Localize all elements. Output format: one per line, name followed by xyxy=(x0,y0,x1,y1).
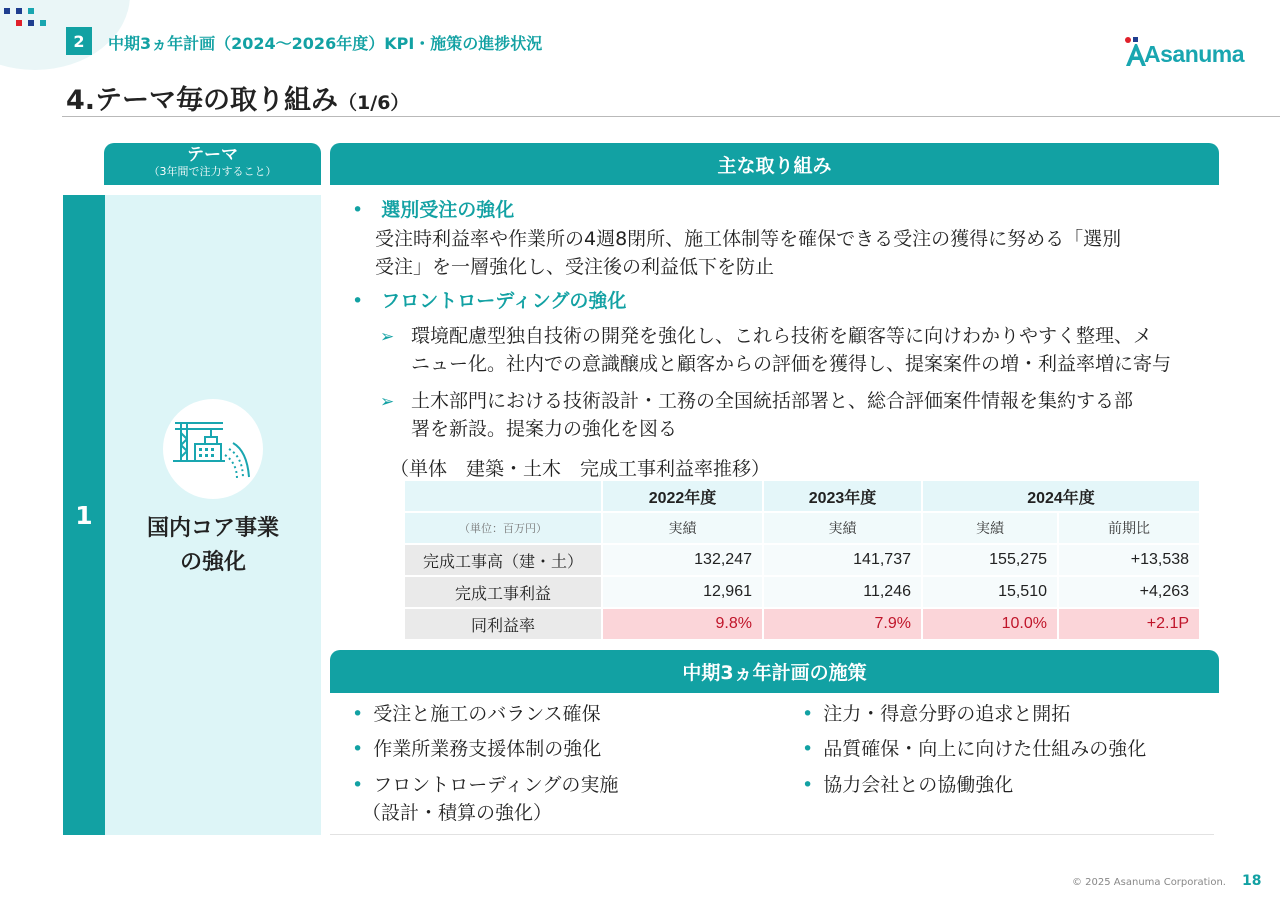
mid-plan-left-item xyxy=(352,771,618,799)
table-row-highlight xyxy=(404,608,1200,640)
table-cell: 9.8% xyxy=(602,608,763,640)
bullet-icon: • xyxy=(352,774,364,796)
year-header: 2024年度 xyxy=(922,480,1200,512)
page-number: 18 xyxy=(1242,873,1262,889)
initiative-1-title: 選別受注の強化 xyxy=(381,199,515,221)
bullet-icon: • xyxy=(352,290,364,312)
subitem-2-line2: 署を新設。提案力の強化を図る xyxy=(411,418,678,440)
mid-plan-item-text: 注力・得意分野の追求と開拓 xyxy=(823,703,1071,725)
table-cell: 155,275 xyxy=(922,544,1058,576)
bullet-icon: • xyxy=(802,774,814,796)
theme-name-line2: の強化 xyxy=(179,550,246,575)
table-cell: 132,247 xyxy=(602,544,763,576)
theme-column-header xyxy=(104,143,321,185)
unit-label: （単位：百万円） xyxy=(404,512,602,544)
sub-header: 実績 xyxy=(763,512,922,544)
bullet-icon: • xyxy=(802,738,814,760)
row-label: 同利益率 xyxy=(404,608,602,640)
row-label: 完成工事利益 xyxy=(404,576,602,608)
page-title-main: 4.テーマ毎の取り組み xyxy=(66,85,339,116)
table-cell: 10.0% xyxy=(922,608,1058,640)
page-title-sub: （1/6） xyxy=(338,92,410,114)
table-cell: 7.9% xyxy=(763,608,922,640)
table-cell: 12,961 xyxy=(602,576,763,608)
initiative-1-line2: 受注」を一層強化し、受注後の利益低下を防止 xyxy=(375,256,775,278)
sub-header: 実績 xyxy=(602,512,763,544)
table-cell: 15,510 xyxy=(922,576,1058,608)
initiative-2-title: フロントローディングの強化 xyxy=(381,290,627,312)
mid-plan-header: 中期3ヵ年計画の施策 xyxy=(330,650,1219,693)
table-cell: +4,263 xyxy=(1058,576,1200,608)
bullet-icon: • xyxy=(352,703,364,725)
year-header: 2023年度 xyxy=(763,480,922,512)
table-cell: 11,246 xyxy=(763,576,922,608)
mid-plan-left-item-cont: （設計・積算の強化） xyxy=(362,802,553,824)
mid-plan-item-text: 協力会社との協働強化 xyxy=(823,774,1014,796)
main-initiatives-header: 主な取り組み xyxy=(330,143,1219,185)
mid-plan-left-item xyxy=(352,700,601,728)
theme-header-sublabel: （3年間で注力すること） xyxy=(148,165,277,178)
theme-name-line1: 国内コア事業 xyxy=(146,516,279,541)
copyright: © 2025 Asanuma Corporation. xyxy=(1072,877,1226,888)
sub-header: 実績 xyxy=(922,512,1058,544)
subitem-1-line2: ニュー化。社内での意識醸成と顧客からの評価を獲得し、提案案件の増・利益率増に寄与 xyxy=(411,353,1172,375)
initiative-1-line1: 受注時利益率や作業所の4週8閉所、施工体制等を確保できる受注の獲得に努める「選別 xyxy=(375,228,1122,250)
mid-plan-right-item xyxy=(802,771,1013,799)
dot-pattern-icon xyxy=(0,0,50,32)
mid-plan-right-item xyxy=(802,700,1070,728)
mid-plan-right-item xyxy=(802,735,1146,763)
row-label: 完成工事高（建・土） xyxy=(404,544,602,576)
logo-text: Asanuma xyxy=(1144,41,1245,67)
subitem-1-line1: 環境配慮型独自技術の開発を強化し、これら技術を顧客等に向けわかりやすく整理、メ xyxy=(411,325,1153,347)
bullet-icon: • xyxy=(802,703,814,725)
profit-margin-table xyxy=(403,479,1201,641)
arrow-bullet-icon: ➢ xyxy=(380,327,395,347)
table-row xyxy=(404,576,1200,608)
table-cell: +2.1P xyxy=(1058,608,1200,640)
mid-plan-item-text: フロントローディングの実施 xyxy=(373,774,619,796)
title-divider xyxy=(62,116,1280,117)
table-cell: 141,737 xyxy=(763,544,922,576)
mid-plan-item-text: 受注と施工のバランス確保 xyxy=(373,703,601,725)
mid-plan-item-text: 品質確保・向上に向けた仕組みの強化 xyxy=(823,738,1147,760)
year-header: 2022年度 xyxy=(602,480,763,512)
page-title xyxy=(66,78,409,117)
bullet-icon: • xyxy=(352,199,364,221)
initiative-2 xyxy=(352,287,626,315)
table-caption: （単体 建築・土木 完成工事利益率推移） xyxy=(390,458,771,480)
initiative-1 xyxy=(352,196,514,224)
section-number: 2 xyxy=(66,27,92,55)
theme-name xyxy=(105,512,321,580)
table-row xyxy=(404,544,1200,576)
mid-plan-left-item xyxy=(352,735,601,763)
bullet-icon: • xyxy=(352,738,364,760)
arrow-bullet-icon: ➢ xyxy=(380,392,395,412)
subitem-2-line1: 土木部門における技術設計・工務の全国統括部署と、総合評価案件情報を集約する部 xyxy=(411,390,1134,412)
theme-number: 1 xyxy=(63,195,105,835)
theme-header-label: テーマ xyxy=(187,145,238,165)
mid-plan-item-text: 作業所業務支援体制の強化 xyxy=(373,738,602,760)
company-logo xyxy=(1124,36,1244,70)
construction-crane-icon xyxy=(163,399,263,499)
table-corner xyxy=(404,480,602,512)
sub-header: 前期比 xyxy=(1058,512,1200,544)
section-title: 中期3ヵ年計画（2024～2026年度）KPI・施策の進捗状況 xyxy=(108,34,543,53)
table-cell: +13,538 xyxy=(1058,544,1200,576)
